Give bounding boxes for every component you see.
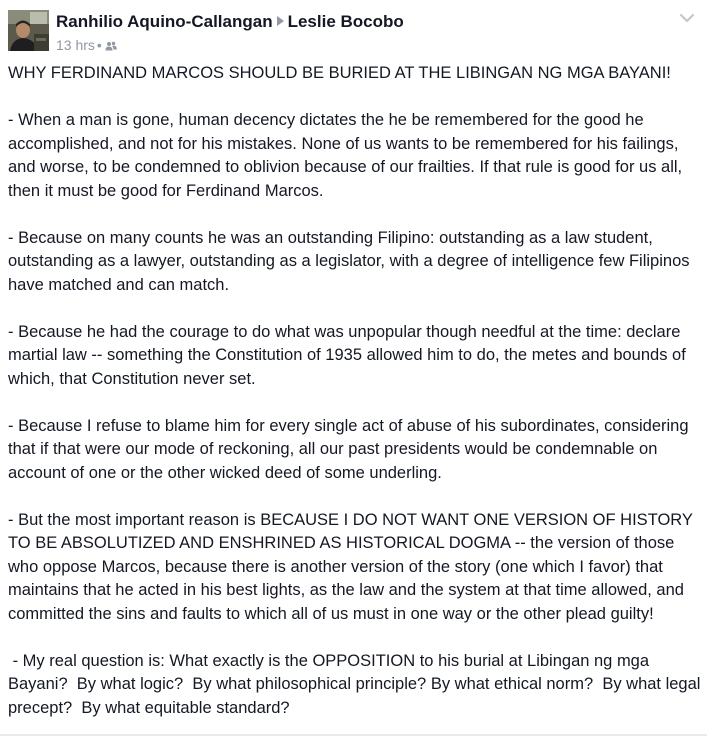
post-body xyxy=(8,62,706,744)
avatar-image xyxy=(8,10,49,51)
meta-separator: • xyxy=(96,37,102,53)
author-name[interactable]: Ranhilio Aquino-Callangan xyxy=(56,12,273,31)
post-paragraph: - My real question is: What exactly is the OPPOSITION to his burial at Libingan ng mga Bayani? By what logic? By what philosophical principle? By what ethical norm? By what legal precept? By what equitable standard? xyxy=(8,651,706,717)
recipient-name[interactable]: Leslie Bocobo xyxy=(287,12,404,31)
post-header xyxy=(8,8,699,56)
post-paragraph: - Because on many counts he was an outstanding Filipino: outstanding as a law student, outstanding as a lawyer, outstanding as a legislator, with a degree of intelligence few Filipinos have matched and can match. xyxy=(8,228,690,294)
post-meta xyxy=(56,37,117,54)
post-paragraph: - Because I refuse to blame him for every single act of abuse of his subordinates, considering that if that were our mode of reckoning, all our past presidents would be condemnable on account of one or the other wicked deed of some underling. xyxy=(8,416,689,482)
post-paragraph: - But the most important reason is BECAUSE I DO NOT WANT ONE VERSION OF HISTORY TO BE ABSOLUTIZED AND ENSHRINED AS HISTORICAL DOGMA -- the version of those who oppose Marcos, because there is another version of the story (one which I favor) that maintains that he acted in his best lights, as the law and the system at that time allowed, and committed the sins and faults to which all of us must in one way or the other plead guilty! xyxy=(8,510,693,623)
post-timestamp[interactable]: 13 hrs xyxy=(56,37,95,53)
post-paragraph: - When a man is gone, human decency dictates the he be remembered for the good he accomplished, and not for his mistakes. None of us wants to be remembered for his failings, and worse, to be condemned to oblivion because of our frailties. If that rule is good for us all, then it must be good for Ferdinand Marcos. xyxy=(8,111,683,200)
friends-icon[interactable] xyxy=(105,38,117,54)
chevron-down-icon[interactable] xyxy=(677,10,697,26)
author-avatar[interactable] xyxy=(8,10,49,51)
post-paragraph: - Because he had the courage to do what was unpopular though needful at the time: declare martial law -- something the Constitution of 1935 allowed him to do, the metes and bounds of which, that Constitution never set. xyxy=(8,322,686,388)
author-line xyxy=(56,12,404,32)
triangle-right-icon xyxy=(277,16,284,26)
post-title: WHY FERDINAND MARCOS SHOULD BE BURIED AT THE LIBINGAN NG MGA BAYANI! xyxy=(8,64,671,82)
